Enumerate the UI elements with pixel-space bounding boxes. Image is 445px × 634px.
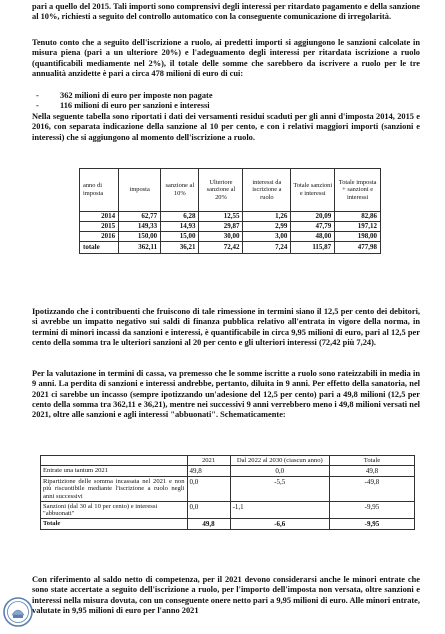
table-cell: -6,6 xyxy=(230,519,329,530)
column-header: anno di imposta xyxy=(80,169,119,212)
cash-paragraph: Per la valutazione in termini di cassa, va premesso che le somme iscritte a ruolo sono rateizzabili in media in 9 anni. La perdita di sanzioni e interessi andrebbe, pertanto, diluita in 9 anni. Per effetto della sanatoria, nel 2021 ci sarebbe un incasso (sempre ipotizzando un'adesione del 12,5 per cento) pari a 49,8 milioni (12,5 per cento della somma tra 362,11 e 36,21), mentre nei successivi 9 anni verrebbero meno i 49,8 milioni versati nel 2021, oltre alle sanzioni e agli interessi "abbuonati". Schematicamente: xyxy=(32,369,420,420)
column-header xyxy=(41,456,188,466)
table-cell: 149,33 xyxy=(119,222,161,232)
table-cell: 49,8 xyxy=(187,519,230,530)
table-cell: 49,8 xyxy=(329,466,414,477)
row-label: Entrate una tantum 2021 xyxy=(41,466,188,477)
row-label: Totale xyxy=(41,519,188,530)
column-header: Dal 2022 al 2030 (ciascun anno) xyxy=(230,456,329,466)
row-label: Sanzioni (dal 30 al 10 per cento) e interessi "abbuonati" xyxy=(41,501,188,518)
table-cell: -5,5 xyxy=(230,477,329,502)
closing-paragraph: Con riferimento al saldo netto di competenza, per il 2021 devono considerarsi anche le minori entrate che sono state accertate a seguito dell'iscrizione a ruolo, per l'importo dell'imposta non versata, oltre sanzioni e interessi nella misura dovuta, con un conseguente onere netto pari a 9,95 milioni di euro. Alle minori entrate, valutate in 9,95 milioni di euro per l'anno 2021 xyxy=(32,575,420,615)
table-cell: -9,95 xyxy=(329,501,414,518)
table-cell: totale xyxy=(80,242,119,254)
table-header-row xyxy=(41,456,415,466)
row-label: Ripartizione delle somma incassata nel 2021 e non più riscuotibile mediante l'iscrizione a ruolo negli anni successivi xyxy=(41,477,188,502)
residual-payments-table xyxy=(79,168,381,254)
table-cell: 2014 xyxy=(80,212,119,222)
table-row xyxy=(80,232,381,242)
table-header-row xyxy=(80,169,381,212)
seal-icon xyxy=(2,596,34,628)
table-cell: 49,8 xyxy=(187,466,230,477)
table-cell: -49,8 xyxy=(329,477,414,502)
table-cell: 62,77 xyxy=(119,212,161,222)
impact-paragraph: Ipotizzando che i contribuenti che fruiscono di tale rimessione in termini siano il 12,5 per cento dei debitori, si avrebbe un impatto negativo sui saldi di finanza pubblica relativo all'entrata in vigore della norma, in termini di minori incassi da sanzioni e interessi, è quantificabile in circa 9,95 milioni di euro, pari al 12,5 per cento della somma tra le ulteriori sanzioni al 20 per cento e gli ulteriori interessi (72,42 più 7,24). xyxy=(32,307,420,347)
table-cell: 30,00 xyxy=(199,232,243,242)
table-cell: 0,0 xyxy=(230,466,329,477)
table-row xyxy=(41,466,415,477)
table-cell: 29,87 xyxy=(199,222,243,232)
column-header: imposta xyxy=(119,169,161,212)
table-cell: 82,86 xyxy=(335,212,381,222)
column-header: Totale xyxy=(329,456,414,466)
table-row xyxy=(80,222,381,232)
table-cell: 1,26 xyxy=(243,212,291,222)
table-cell: 7,24 xyxy=(243,242,291,254)
sanctions-paragraph: Tenuto conto che a seguito dell'iscrizione a ruolo, ai predetti importi si aggiungono le sanzioni calcolate in misura piena (pari a un ulteriore 20%) e l'adeguamento degli interessi per ritardata iscrizione a ruolo (quantificabili mediamente nel 2%), il totale delle somme che sarebbero da iscrivere a ruolo per le tre annualità anzidette è pari a circa 478 milioni di euro di cui: xyxy=(32,38,420,78)
table-cell: 2016 xyxy=(80,232,119,242)
table-cell: -9,95 xyxy=(329,519,414,530)
table-cell: 12,55 xyxy=(199,212,243,222)
table-cell: 0,0 xyxy=(187,477,230,502)
table-cell: 115,87 xyxy=(291,242,335,254)
schematic-table xyxy=(40,455,415,530)
table-row xyxy=(41,501,415,518)
table-cell: 47,79 xyxy=(291,222,335,232)
table-row xyxy=(80,212,381,222)
table-cell: 477,98 xyxy=(335,242,381,254)
column-header: Ulteriore sanzione al 20% xyxy=(199,169,243,212)
column-header: Totale sanzioni e interessi xyxy=(291,169,335,212)
table-cell: -1,1 xyxy=(230,501,329,518)
table-cell: 72,42 xyxy=(199,242,243,254)
list-item: - 362 milioni di euro per imposte non pagate xyxy=(32,91,412,101)
table-cell: 3,00 xyxy=(243,232,291,242)
table-total-row xyxy=(41,519,415,530)
table-cell: 20,09 xyxy=(291,212,335,222)
table-cell: 198,00 xyxy=(335,232,381,242)
intro-paragraph: pari a quello del 2015. Tali importi sono comprensivi degli interessi per ritardato pagamento e della sanzione al 10%, richiesti a seguito del controllo automatico con la conseguente comunicazione di irregolarità. xyxy=(32,2,420,22)
column-header: sanzione al 10% xyxy=(161,169,199,212)
table-cell: 48,00 xyxy=(291,232,335,242)
column-header: interessi da iscrizione a ruolo xyxy=(243,169,291,212)
table-total-row xyxy=(80,242,381,254)
table-cell: 15,00 xyxy=(161,232,199,242)
table-cell: 6,28 xyxy=(161,212,199,222)
table-row xyxy=(41,477,415,502)
column-header: 2021 xyxy=(187,456,230,466)
table-cell: 36,21 xyxy=(161,242,199,254)
table-cell: 2,99 xyxy=(243,222,291,232)
amounts-list xyxy=(32,91,412,112)
column-header: Totale imposta + sanzioni e interessi xyxy=(335,169,381,212)
list-item: - 116 milioni di euro per sanzioni e interessi xyxy=(32,101,412,111)
table-cell: 0,0 xyxy=(187,501,230,518)
table-cell: 197,12 xyxy=(335,222,381,232)
table-cell: 2015 xyxy=(80,222,119,232)
table-cell: 150,00 xyxy=(119,232,161,242)
table-intro-paragraph: Nella seguente tabella sono riportati i dati dei versamenti residui scaduti per gli anni d'imposta 2014, 2015 e 2016, con separata indicazione della sanzione al 10 per cento, e con i relativi maggiori importi (sanzioni e interessi) che si aggiungono al momento dell'iscrizione a ruolo. xyxy=(32,112,420,142)
table-cell: 362,11 xyxy=(119,242,161,254)
table-cell: 14,93 xyxy=(161,222,199,232)
